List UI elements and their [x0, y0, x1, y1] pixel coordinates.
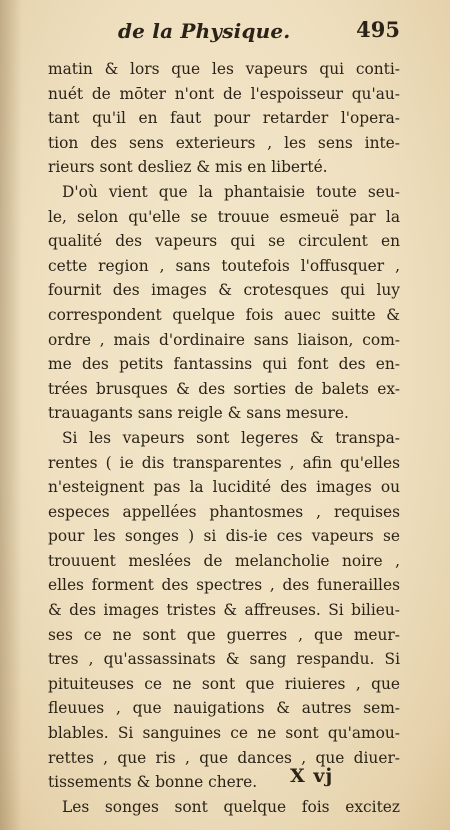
text-line: rettes , que ris , que dances , que diuer-: [48, 748, 400, 767]
text-line: cette region , sans toutefois l'offusquer ,: [48, 256, 400, 275]
text-line: matin & lors que les vapeurs qui conti-: [48, 60, 400, 78]
text-line: rieurs sont desliez & mis en liberté.: [48, 158, 328, 177]
text-line: ordre , mais d'ordinaire sans liaison, com-: [48, 330, 400, 349]
running-head: de la Physique.: [118, 19, 291, 43]
text-line: & des images tristes & affreuses. Si bilieu-: [48, 601, 400, 620]
body-text: [48, 57, 400, 819]
text-line: qualité des vapeurs qui se circulent en: [48, 232, 400, 251]
text-line: tres , qu'assassinats & sang respandu. Si: [48, 650, 400, 669]
signature-mark: X vj: [290, 765, 334, 787]
gutter-shadow: [0, 0, 22, 830]
text-line: rentes ( ie dis transparentes , afin qu'elles: [48, 453, 400, 472]
text-line: D'où vient que la phantaisie toute seu-: [62, 182, 400, 201]
text-line: le, selon qu'elle se trouue esmeuë par la: [48, 207, 400, 226]
text-line: tissements & bonne chere.: [48, 773, 258, 792]
text-line: Si les vapeurs sont legeres & transpa-: [62, 428, 400, 447]
text-line: blables. Si sanguines ce ne sont qu'amou-: [48, 724, 400, 743]
text-line: ses ce ne sont que guerres , que meur-: [48, 625, 400, 644]
text-line: Les songes sont quelque fois excitez: [62, 797, 400, 816]
text-line: me des petits fantassins qui font des en-: [48, 355, 400, 374]
text-line: trées brusques & des sorties de balets ex-: [48, 379, 400, 398]
page-header: [100, 17, 400, 47]
text-line: trouuent meslées de melancholie noire ,: [48, 551, 400, 570]
text-line: n'esteignent pas la lucidité des images ou: [48, 478, 400, 497]
page-number: 495: [356, 17, 400, 42]
text-line: fournit des images & crotesques qui luy: [48, 281, 400, 300]
text-line: tion des sens exterieurs , les sens inte-: [48, 133, 400, 152]
text-line: nuét de mōter n'ont de l'espoisseur qu'au-: [48, 84, 400, 103]
text-line: elles forment des spectres , des funerailles: [48, 576, 400, 595]
text-line: pour les songes ) si dis-ie ces vapeurs se: [48, 527, 400, 546]
text-line: fleuues , que nauigations & autres sem-: [48, 699, 400, 718]
text-line: correspondent quelque fois auec suitte &: [48, 305, 400, 324]
text-line: tant qu'il en faut pour retarder l'opera-: [48, 109, 400, 128]
text-line: trauagants sans reigle & sans mesure.: [48, 404, 349, 423]
text-line: pituiteuses ce ne sont que riuieres , que: [48, 674, 400, 693]
text-line: especes appellées phantosmes , requises: [48, 502, 400, 521]
